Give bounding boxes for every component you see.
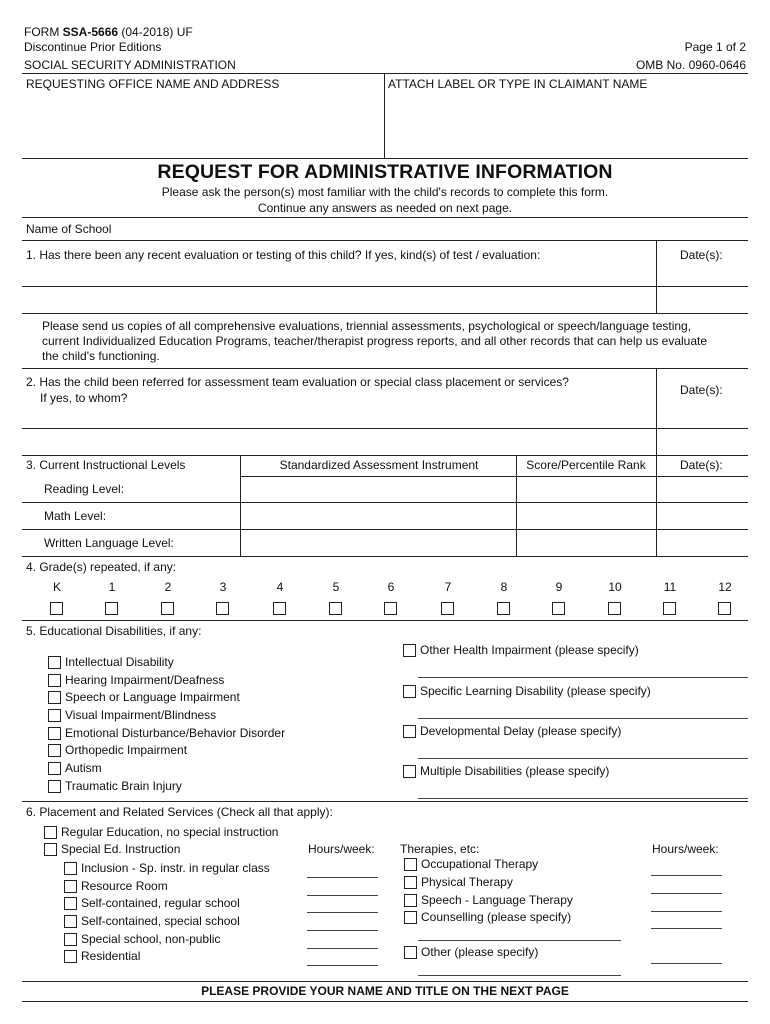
reading-score-field[interactable] xyxy=(518,478,654,501)
q6-label: 6. Placement and Related Services (Check all that apply): xyxy=(26,805,333,819)
q3-col-divider xyxy=(240,455,241,556)
other-therapy-hours-field[interactable] xyxy=(651,947,722,962)
page-number: Page 1 of 2 xyxy=(684,40,746,54)
claimant-name-field[interactable] xyxy=(388,92,746,156)
specific-learning-disability-line xyxy=(418,718,748,719)
traumatic-brain-injury-checkbox[interactable] xyxy=(48,780,61,793)
q2-dates-label: Date(s): xyxy=(680,383,723,397)
speech-language-impairment-checkbox[interactable] xyxy=(48,691,61,704)
occupational-therapy-checkbox[interactable] xyxy=(404,858,417,871)
grade-checkbox-4[interactable] xyxy=(273,602,286,615)
other-health-impairment-label: Other Health Impairment (please specify) xyxy=(420,643,639,657)
physical-therapy-checkbox[interactable] xyxy=(404,876,417,889)
grade-checkbox-3[interactable] xyxy=(216,602,229,615)
agency-name: SOCIAL SECURITY ADMINISTRATION xyxy=(24,58,236,72)
q3-row-line xyxy=(240,476,748,477)
grade-label-5: 5 xyxy=(332,580,340,594)
other-health-impairment-line xyxy=(418,677,748,678)
q5-label: 5. Educational Disabilities, if any: xyxy=(26,624,202,638)
grade-checkbox-9[interactable] xyxy=(552,602,565,615)
developmental-delay-field[interactable] xyxy=(418,740,746,757)
self-contained-special-label: Self-contained, special school xyxy=(81,914,240,928)
resource-room-checkbox[interactable] xyxy=(64,880,77,893)
q3-row-label-reading: Reading Level: xyxy=(44,482,125,496)
inclusion-hours-field[interactable] xyxy=(307,861,378,876)
other-health-impairment-checkbox[interactable] xyxy=(403,644,416,657)
self-contained-regular-label: Self-contained, regular school xyxy=(81,896,240,910)
self-contained-special-checkbox[interactable] xyxy=(64,915,77,928)
grade-checkbox-10[interactable] xyxy=(608,602,621,615)
grade-label-k: K xyxy=(52,580,61,594)
header-divider xyxy=(384,73,385,158)
special-ed-label: Special Ed. Instruction xyxy=(61,842,181,856)
q3-score-header: Score/Percentile Rank xyxy=(526,458,646,472)
subtitle-line-2: Continue any answers as needed on next page. xyxy=(257,201,513,215)
q2-question-line-1: 2. Has the child been referred for assessment team evaluation or special class placement or services? xyxy=(26,375,569,389)
physical-therapy-hours-line xyxy=(651,893,722,894)
grade-label-7: 7 xyxy=(444,580,452,594)
reading-dates-field[interactable] xyxy=(658,478,746,501)
visual-impairment-label: Visual Impairment/Blindness xyxy=(65,708,217,722)
q2-dates-field[interactable] xyxy=(660,408,746,427)
hearing-impairment-label: Hearing Impairment/Deafness xyxy=(65,673,225,687)
rule xyxy=(22,240,748,241)
q3-instrument-header: Standardized Assessment Instrument xyxy=(279,458,479,472)
notice-line-1: Please send us copies of all comprehensive evaluations, triennial assessments, psychological or speech/language testing, xyxy=(42,319,692,333)
math-instrument-field[interactable] xyxy=(242,504,514,528)
orthopedic-impairment-label: Orthopedic Impairment xyxy=(65,743,188,757)
grade-checkbox-8[interactable] xyxy=(497,602,510,615)
q1-dates-field[interactable] xyxy=(660,266,746,285)
grade-label-2: 2 xyxy=(164,580,172,594)
school-name-field[interactable] xyxy=(120,219,746,238)
grade-label-4: 4 xyxy=(276,580,284,594)
intellectual-disability-checkbox[interactable] xyxy=(48,656,61,669)
counselling-hours-line xyxy=(651,928,722,929)
specific-learning-disability-label: Specific Learning Disability (please specify) xyxy=(420,684,651,698)
q3-row-label-math: Math Level: xyxy=(44,509,107,523)
special-school-checkbox[interactable] xyxy=(64,933,77,946)
requesting-office-field[interactable] xyxy=(24,92,382,156)
self-contained-regular-checkbox[interactable] xyxy=(64,897,77,910)
occupational-therapy-hours-line xyxy=(651,875,722,876)
residential-checkbox[interactable] xyxy=(64,950,77,963)
regular-education-label: Regular Education, no special instruction xyxy=(61,825,279,839)
traumatic-brain-injury-label: Traumatic Brain Injury xyxy=(65,779,182,793)
written-instrument-field[interactable] xyxy=(242,531,514,555)
written-dates-field[interactable] xyxy=(658,531,746,555)
rule xyxy=(22,801,748,802)
grade-checkbox-2[interactable] xyxy=(161,602,174,615)
q2-answer-line xyxy=(22,428,748,429)
physical-therapy-hours-field[interactable] xyxy=(651,877,722,892)
emotional-disturbance-checkbox[interactable] xyxy=(48,727,61,740)
occupational-therapy-hours-field[interactable] xyxy=(651,859,722,874)
header-rule xyxy=(22,73,748,74)
school-label: Name of School xyxy=(26,222,112,236)
q3-header: 3. Current Instructional Levels xyxy=(26,458,186,472)
special-school-hours-field[interactable] xyxy=(307,932,378,947)
q1-question: 1. Has there been any recent evaluation or testing of this child? If yes, kind(s) of test / evaluation: xyxy=(26,248,541,262)
rule xyxy=(22,368,748,369)
q3-row-line xyxy=(22,529,748,530)
speech-language-impairment-label: Speech or Language Impairment xyxy=(65,690,240,704)
counselling-specify-field[interactable] xyxy=(418,927,621,939)
hearing-impairment-checkbox[interactable] xyxy=(48,674,61,687)
occupational-therapy-label: Occupational Therapy xyxy=(421,857,539,871)
discontinue-note: Discontinue Prior Editions xyxy=(24,40,162,54)
grade-label-3: 3 xyxy=(219,580,227,594)
footer-instruction: PLEASE PROVIDE YOUR NAME AND TITLE ON THE NEXT PAGE xyxy=(201,984,569,998)
form-title: REQUEST FOR ADMINISTRATIVE INFORMATION xyxy=(157,161,613,183)
autism-label: Autism xyxy=(65,761,102,775)
q4-label: 4. Grade(s) repeated, if any: xyxy=(26,560,177,574)
counselling-checkbox[interactable] xyxy=(404,911,417,924)
speech-language-therapy-checkbox[interactable] xyxy=(404,894,417,907)
q2-divider xyxy=(656,368,657,455)
math-dates-field[interactable] xyxy=(658,504,746,528)
self-contained-special-hours-line xyxy=(307,930,378,931)
q3-col-divider xyxy=(656,455,657,556)
grade-checkbox-11[interactable] xyxy=(663,602,676,615)
q2-answer-field[interactable] xyxy=(24,408,654,427)
notice-line-2: current Individualized Education Programs, teacher/therapist progress reports, and all other records that can help us evaluate xyxy=(42,334,708,348)
grade-checkbox-5[interactable] xyxy=(329,602,342,615)
inclusion-label: Inclusion - Sp. instr. in regular class xyxy=(81,861,270,875)
specific-learning-disability-checkbox[interactable] xyxy=(403,685,416,698)
other-therapy-specify-line xyxy=(418,975,621,976)
subtitle-line-1: Please ask the person(s) most familiar with the child's records to complete this form. xyxy=(161,185,609,199)
grade-label-6: 6 xyxy=(387,580,395,594)
math-score-field[interactable] xyxy=(518,504,654,528)
grade-label-1: 1 xyxy=(108,580,116,594)
inclusion-hours-line xyxy=(307,877,378,878)
notice-line-3: the child's functioning. xyxy=(42,349,160,363)
grade-checkbox-k[interactable] xyxy=(50,602,63,615)
q1-dates-label: Date(s): xyxy=(680,248,723,262)
rule xyxy=(22,620,748,621)
q2-question-line-2: If yes, to whom? xyxy=(40,391,128,405)
developmental-delay-label: Developmental Delay (please specify) xyxy=(420,724,622,738)
grade-checkbox-7[interactable] xyxy=(441,602,454,615)
grade-label-11: 11 xyxy=(663,580,677,594)
rule xyxy=(22,556,748,557)
orthopedic-impairment-checkbox[interactable] xyxy=(48,744,61,757)
visual-impairment-checkbox[interactable] xyxy=(48,709,61,722)
grade-label-8: 8 xyxy=(500,580,508,594)
rule xyxy=(22,217,748,218)
grade-checkbox-6[interactable] xyxy=(384,602,397,615)
rule xyxy=(22,455,748,456)
grade-checkbox-12[interactable] xyxy=(718,602,731,615)
rule xyxy=(22,981,748,982)
footer-rule xyxy=(22,1001,748,1002)
multiple-disabilities-checkbox[interactable] xyxy=(403,765,416,778)
emotional-disturbance-label: Emotional Disturbance/Behavior Disorder xyxy=(65,726,286,740)
q1-answer-line xyxy=(22,286,748,287)
omb-number: OMB No. 0960-0646 xyxy=(635,58,746,72)
inclusion-checkbox[interactable] xyxy=(64,862,77,875)
special-school-label: Special school, non-public xyxy=(81,932,221,946)
resource-room-hours-field[interactable] xyxy=(307,879,378,894)
other-therapy-checkbox[interactable] xyxy=(404,946,417,959)
developmental-delay-line xyxy=(418,758,748,759)
requesting-office-label: REQUESTING OFFICE NAME AND ADDRESS xyxy=(26,77,280,91)
other-therapy-specify-field[interactable] xyxy=(418,962,621,974)
therapies-header: Therapies, etc: xyxy=(400,842,480,856)
grade-checkbox-1[interactable] xyxy=(105,602,118,615)
residential-hours-field[interactable] xyxy=(307,949,378,964)
special-ed-checkbox[interactable] xyxy=(44,843,57,856)
q3-row-line xyxy=(22,502,748,503)
q1-answer-field[interactable] xyxy=(24,266,654,285)
self-contained-regular-hours-field[interactable] xyxy=(307,896,378,911)
q3-row-label-written: Written Language Level: xyxy=(44,536,174,550)
residential-label: Residential xyxy=(81,949,141,963)
counselling-label: Counselling (please specify) xyxy=(421,910,572,924)
grade-label-9: 9 xyxy=(555,580,563,594)
resource-room-label: Resource Room xyxy=(81,879,168,893)
counselling-hours-field[interactable] xyxy=(651,912,722,927)
speech-language-therapy-label: Speech - Language Therapy xyxy=(421,893,573,907)
multiple-disabilities-field[interactable] xyxy=(418,780,746,797)
developmental-delay-checkbox[interactable] xyxy=(403,725,416,738)
multiple-disabilities-label: Multiple Disabilities (please specify) xyxy=(420,764,610,778)
specific-learning-disability-field[interactable] xyxy=(418,700,746,717)
self-contained-special-hours-field[interactable] xyxy=(307,914,378,929)
other-health-impairment-field[interactable] xyxy=(418,659,746,676)
q3-dates-header: Date(s): xyxy=(680,458,723,472)
q1-divider xyxy=(656,240,657,313)
other-therapy-hours-line xyxy=(651,963,722,964)
intellectual-disability-label: Intellectual Disability xyxy=(65,655,174,669)
autism-checkbox[interactable] xyxy=(48,762,61,775)
other-therapy-label: Other (please specify) xyxy=(421,945,539,959)
form-number: FORM SSA-5666 (04-2018) UF xyxy=(24,25,193,39)
title-rule xyxy=(22,158,748,159)
hours-week-header-2: Hours/week: xyxy=(652,842,719,856)
counselling-specify-line xyxy=(418,940,621,941)
hours-week-header-1: Hours/week: xyxy=(308,842,375,856)
residential-hours-line xyxy=(307,965,378,966)
reading-instrument-field[interactable] xyxy=(242,478,514,501)
self-contained-regular-hours-line xyxy=(307,912,378,913)
speech-language-therapy-hours-field[interactable] xyxy=(651,895,722,910)
rule xyxy=(22,313,748,314)
regular-education-checkbox[interactable] xyxy=(44,826,57,839)
physical-therapy-label: Physical Therapy xyxy=(421,875,513,889)
grade-label-10: 10 xyxy=(608,580,622,594)
multiple-disabilities-line xyxy=(418,798,748,799)
grade-label-12: 12 xyxy=(718,580,732,594)
claimant-label: ATTACH LABEL OR TYPE IN CLAIMANT NAME xyxy=(388,77,648,91)
q3-col-divider xyxy=(516,455,517,556)
written-score-field[interactable] xyxy=(518,531,654,555)
